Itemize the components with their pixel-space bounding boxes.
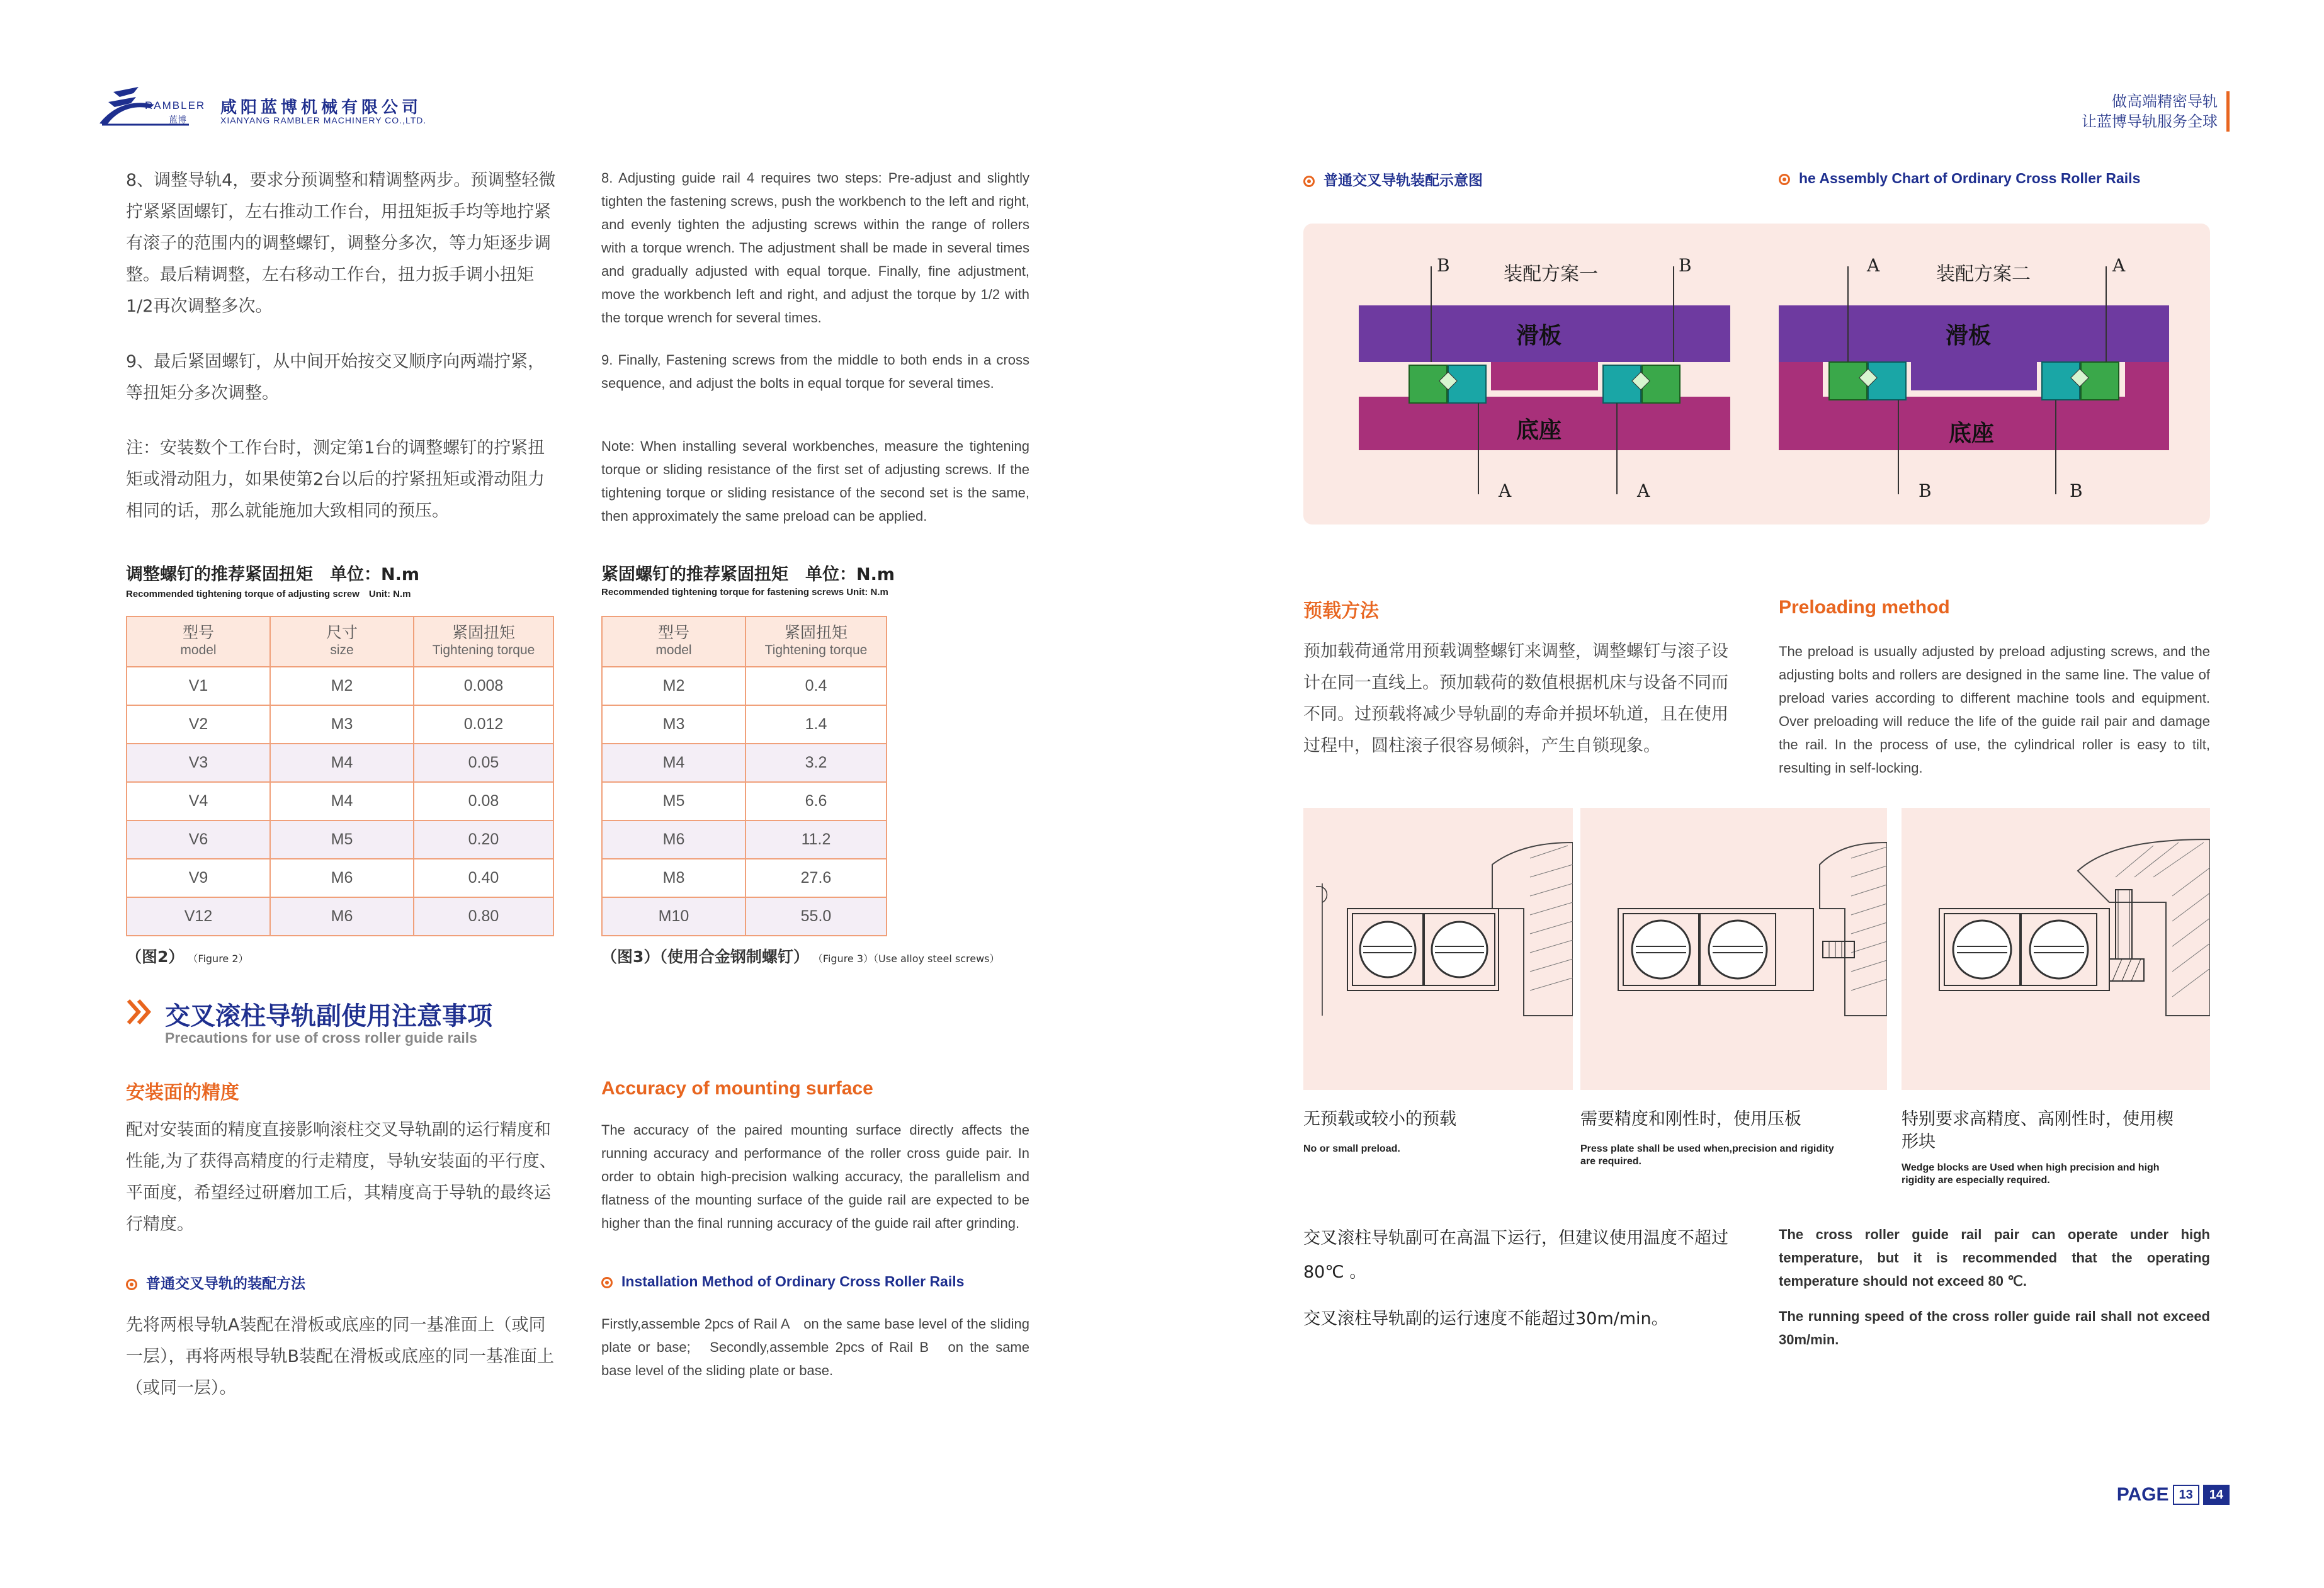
scheme1-top-right: B <box>1679 255 1692 276</box>
step9-cn: 9、最后紧固螺钉，从中间开始按交叉顺序向两端拧紧，等扭矩分多次调整。 <box>126 352 545 403</box>
preload-heading-cn: 预载方法 <box>1303 600 1379 622</box>
table1-subtitle: Recommended tightening torque of adjusting screw Unit: N.m <box>126 589 411 599</box>
target-icon <box>126 1279 137 1290</box>
table2-header-row <box>602 616 887 667</box>
table-row <box>127 744 553 782</box>
table1-caption: （图2） （Figure 2） <box>126 948 249 966</box>
table-row <box>127 820 553 859</box>
table-cell: V2 <box>127 705 270 744</box>
table-cell: V1 <box>127 667 270 705</box>
speed-cn: 交叉滚柱导轨副的运行速度不能超过30m/min。 <box>1303 1309 1669 1329</box>
table-cell: M6 <box>270 897 414 936</box>
table-cell: 0.4 <box>745 667 887 705</box>
accuracy-cn: 配对安装面的精度直接影响滚柱交叉导轨副的运行精度和性能,为了获得高精度的行走精度，导轨安装面的平行度、平面度，希望经过研磨加工后，其精度高于导轨的最终运行精度。 <box>126 1120 557 1234</box>
scheme2-slide-label: 滑板 <box>1946 323 1992 349</box>
section-title-cn: 交叉滚柱导轨副使用注意事项 <box>165 1002 492 1031</box>
scheme2-bottom-left: B <box>1919 480 1932 501</box>
temperature-cn: 交叉滚柱导轨副可在高温下运行，但建议使用温度不超过80℃ 。 <box>1303 1228 1728 1282</box>
table2-title: 紧固螺钉的推荐紧固扭矩 单位：N.m <box>601 565 895 584</box>
logo <box>94 81 217 131</box>
section-chevron-icon <box>126 998 159 1028</box>
table-cell: 0.012 <box>414 705 553 744</box>
assembly-heading-en: he Assembly Chart of Ordinary Cross Roller Rails <box>1779 170 2140 187</box>
table-cell: V6 <box>127 820 270 859</box>
figure3-caption-en: Wedge blocks are Used when high precision and high rigidity are especially required. <box>1902 1162 2160 1186</box>
table-cell: 6.6 <box>745 782 887 820</box>
scheme2-bottom-right: B <box>2070 480 2083 501</box>
table-cell: 1.4 <box>745 705 887 744</box>
table-row <box>127 782 553 820</box>
note-en: Note: When installing several workbenches, measure the tightening torque or sliding resistance of the first set of adjusting screws. If the tightening torque or sliding resistance of the second set is the same, then approximately the same preload can be applied. <box>601 438 1029 524</box>
table1-header: 紧固扭矩 Tightening torque <box>414 616 553 667</box>
speed-en: The running speed of the cross roller guide rail shall not exceed 30m/min. <box>1779 1308 2210 1347</box>
target-icon <box>601 1277 613 1288</box>
table-cell: M5 <box>602 782 745 820</box>
figure2-caption-cn: 需要精度和刚性时，使用压板 <box>1580 1109 1801 1129</box>
table-cell: 0.008 <box>414 667 553 705</box>
slogan-line-2: 让蓝博导轨服务全球 <box>2082 113 2218 130</box>
install-heading-cn: 普通交叉导轨的装配方法 <box>126 1272 305 1293</box>
table-cell: 0.08 <box>414 782 553 820</box>
figure2-caption-en: Press plate shall be used when,precision and rigidity are required. <box>1580 1143 1834 1167</box>
page-right-number: 14 <box>2203 1485 2230 1505</box>
scheme1-slide-label: 滑板 <box>1516 323 1562 349</box>
section-title-en: Precautions for use of cross roller guide rails <box>165 1029 477 1046</box>
table-row <box>127 897 553 936</box>
assembly-scheme-2 <box>1779 242 2169 507</box>
table-cell: 11.2 <box>745 820 887 859</box>
scheme2-title: 装配方案二 <box>1936 263 2031 285</box>
target-icon <box>1779 174 1790 185</box>
company-name-en: XIANYANG RAMBLER MACHINERY CO.,LTD. <box>220 115 427 125</box>
table-cell: M2 <box>270 667 414 705</box>
scheme1-bottom-left: A <box>1499 480 1512 501</box>
table-row <box>602 705 887 744</box>
table-cell: 0.05 <box>414 744 553 782</box>
assembly-scheme-1 <box>1359 242 1737 507</box>
table-cell: V9 <box>127 859 270 897</box>
slogan <box>2082 91 2230 132</box>
table-cell: M4 <box>602 744 745 782</box>
table-cell: M6 <box>270 859 414 897</box>
preload-cn: 预加载荷通常用预载调整螺钉来调整，调整螺钉与滚子设计在同一直线上。预加载荷的数值根据机床与设备不同而不同。过预载将减少导轨副的寿命并损坏轨道，且在使用过程中，圆柱滚子很容易倾斜，产生自锁现象。 <box>1303 642 1728 756</box>
table-cell: V3 <box>127 744 270 782</box>
company-name-cn: 咸阳蓝博机械有限公司 <box>220 98 422 117</box>
table-cell: 55.0 <box>745 897 887 936</box>
preload-figure-2 <box>1580 808 1887 1090</box>
scheme1-bottom-right: A <box>1637 480 1650 501</box>
scheme2-top-left: A <box>1867 255 1880 276</box>
note-cn: 注：安装数个工作台时，测定第1台的调整螺钉的拧紧扭矩或滑动阻力，如果使第2台以后的拧紧扭矩或滑动阻力相同的话，那么就能施加大致相同的预压。 <box>126 438 545 521</box>
table-row <box>602 782 887 820</box>
accuracy-heading-cn: 安装面的精度 <box>126 1082 239 1104</box>
temperature-en: The cross roller guide rail pair can operate under high temperature, but it is recommended that the operating temperature should not exceed 80 ℃. <box>1779 1227 2210 1289</box>
table-cell: M3 <box>270 705 414 744</box>
table2 <box>601 616 887 936</box>
table-cell: M3 <box>602 705 745 744</box>
target-icon <box>1303 176 1315 187</box>
scheme2-top-right: A <box>2112 255 2126 276</box>
step8-en: 8. Adjusting guide rail 4 requires two steps: Pre-adjust and slightly tighten the fastening screws, push the workbench to the left and right, and evenly tighten the adjusting screws within the range of rollers with a torque wrench. The adjustment shall be made in several times and gradually adjusted with equal torque. Finally, fine adjustment, move the workbench left and right, and adjust the torque by 1/2 with the torque wrench for several times. <box>601 170 1029 326</box>
table-row <box>127 667 553 705</box>
install-heading-en: Installation Method of Ordinary Cross Roller Rails <box>601 1273 964 1290</box>
table-cell: M8 <box>602 859 745 897</box>
table2-subtitle: Recommended tightening torque for fastening screws Unit: N.m <box>601 587 888 598</box>
assembly-diagram <box>1303 224 2210 525</box>
install-cn: 先将两根导轨A装配在滑板或底座的同一基准面上（或同一层），再将两根导轨B装配在滑板或底座的同一基准面上（或同一层）。 <box>126 1315 555 1398</box>
scheme1-title: 装配方案一 <box>1504 263 1598 285</box>
preload-heading-en: Preloading method <box>1779 597 1950 618</box>
accuracy-heading-en: Accuracy of mounting surface <box>601 1078 873 1099</box>
preload-figure-1 <box>1303 808 1573 1090</box>
logo-brand: RAMBLER <box>145 99 206 111</box>
table-cell: M4 <box>270 744 414 782</box>
table2-header: 型号 model <box>602 616 745 667</box>
page-number <box>2117 1484 2230 1506</box>
page-word: PAGE <box>2116 1484 2169 1505</box>
table-row <box>127 705 553 744</box>
install-en: Firstly,assemble 2pcs of Rail A on the same base level of the sliding plate or base; Secondly,assemble 2pcs of Rail B on the same base level of the sliding plate or base. <box>601 1316 1029 1378</box>
figure3-caption-cn: 特别要求高精度、高刚性时，使用楔形块 <box>1902 1109 2174 1152</box>
press-plate-drawing <box>1580 808 1887 1090</box>
preload-en: The preload is usually adjusted by preload adjusting screws, and the adjusting bolts and rollers are designed in the same line. The value of preload varies according to different machine tools and equipment. Over preloading will reduce the life of the guide rail pair and damage the rail. In the process of use, the cylindrical roller is easy to tilt, resulting in self-locking. <box>1779 644 2210 776</box>
table2-caption: （图3）（使用合金钢制螺钉） （Figure 3）（Use alloy steel screws） <box>601 948 1000 966</box>
wedge-block-drawing <box>1902 808 2210 1090</box>
table-cell: M5 <box>270 820 414 859</box>
table-row <box>602 820 887 859</box>
table-cell: M4 <box>270 782 414 820</box>
table1-header: 型号 model <box>127 616 270 667</box>
step8-cn: 8、调整导轨4，要求分预调整和精调整两步。预调整轻微拧紧紧固螺钉，左右推动工作台，用扭矩扳手均等地拧紧有滚子的范围内的调整螺钉，调整分多次，等力矩逐步调整。最后精调整，左右移动工作台，扭力扳手调小扭矩1/2再次调整多次。 <box>126 171 556 316</box>
figure1-caption-en: No or small preload. <box>1303 1143 1400 1154</box>
table-cell: M2 <box>602 667 745 705</box>
table-row <box>602 667 887 705</box>
logo-cn: 蓝博 <box>169 115 186 125</box>
accuracy-en: The accuracy of the paired mounting surface directly affects the running accuracy and performance of the roller cross guide pair. In order to obtain high-precision walking accuracy, the parallelism and flatness of the mounting surface of the guide rail are expected to be higher than the final running accuracy of the guide rail after grinding. <box>601 1122 1029 1231</box>
assembly-heading-cn: 普通交叉导轨装配示意图 <box>1303 169 1483 190</box>
table-cell: V12 <box>127 897 270 936</box>
scheme1-top-left: B <box>1437 255 1450 276</box>
table-cell: 0.40 <box>414 859 553 897</box>
preload-figure-3 <box>1902 808 2210 1090</box>
table-row <box>602 897 887 936</box>
table-cell: V4 <box>127 782 270 820</box>
table-cell: 0.20 <box>414 820 553 859</box>
figure1-caption-cn: 无预载或较小的预载 <box>1303 1109 1456 1129</box>
table-row <box>602 859 887 897</box>
table1 <box>126 616 554 936</box>
page-left-number: 13 <box>2173 1485 2199 1505</box>
table1-header: 尺寸 size <box>270 616 414 667</box>
table-row <box>127 859 553 897</box>
table2-header: 紧固扭矩 Tightening torque <box>745 616 887 667</box>
no-preload-drawing <box>1303 808 1573 1090</box>
table-cell: 0.80 <box>414 897 553 936</box>
step9-en: 9. Finally, Fastening screws from the middle to both ends in a cross sequence, and adjust the bolts in equal torque for several times. <box>601 352 1029 391</box>
table-cell: 27.6 <box>745 859 887 897</box>
table-cell: M10 <box>602 897 745 936</box>
scheme2-base-label: 底座 <box>1949 421 1995 446</box>
table-cell: M6 <box>602 820 745 859</box>
table1-header-row <box>127 616 553 667</box>
table1-title: 调整螺钉的推荐紧固扭矩 单位：N.m <box>126 565 419 584</box>
table-row <box>602 744 887 782</box>
table-cell: 3.2 <box>745 744 887 782</box>
scheme1-base-label: 底座 <box>1516 417 1562 443</box>
slogan-line-1: 做高端精密导轨 <box>2112 93 2218 110</box>
